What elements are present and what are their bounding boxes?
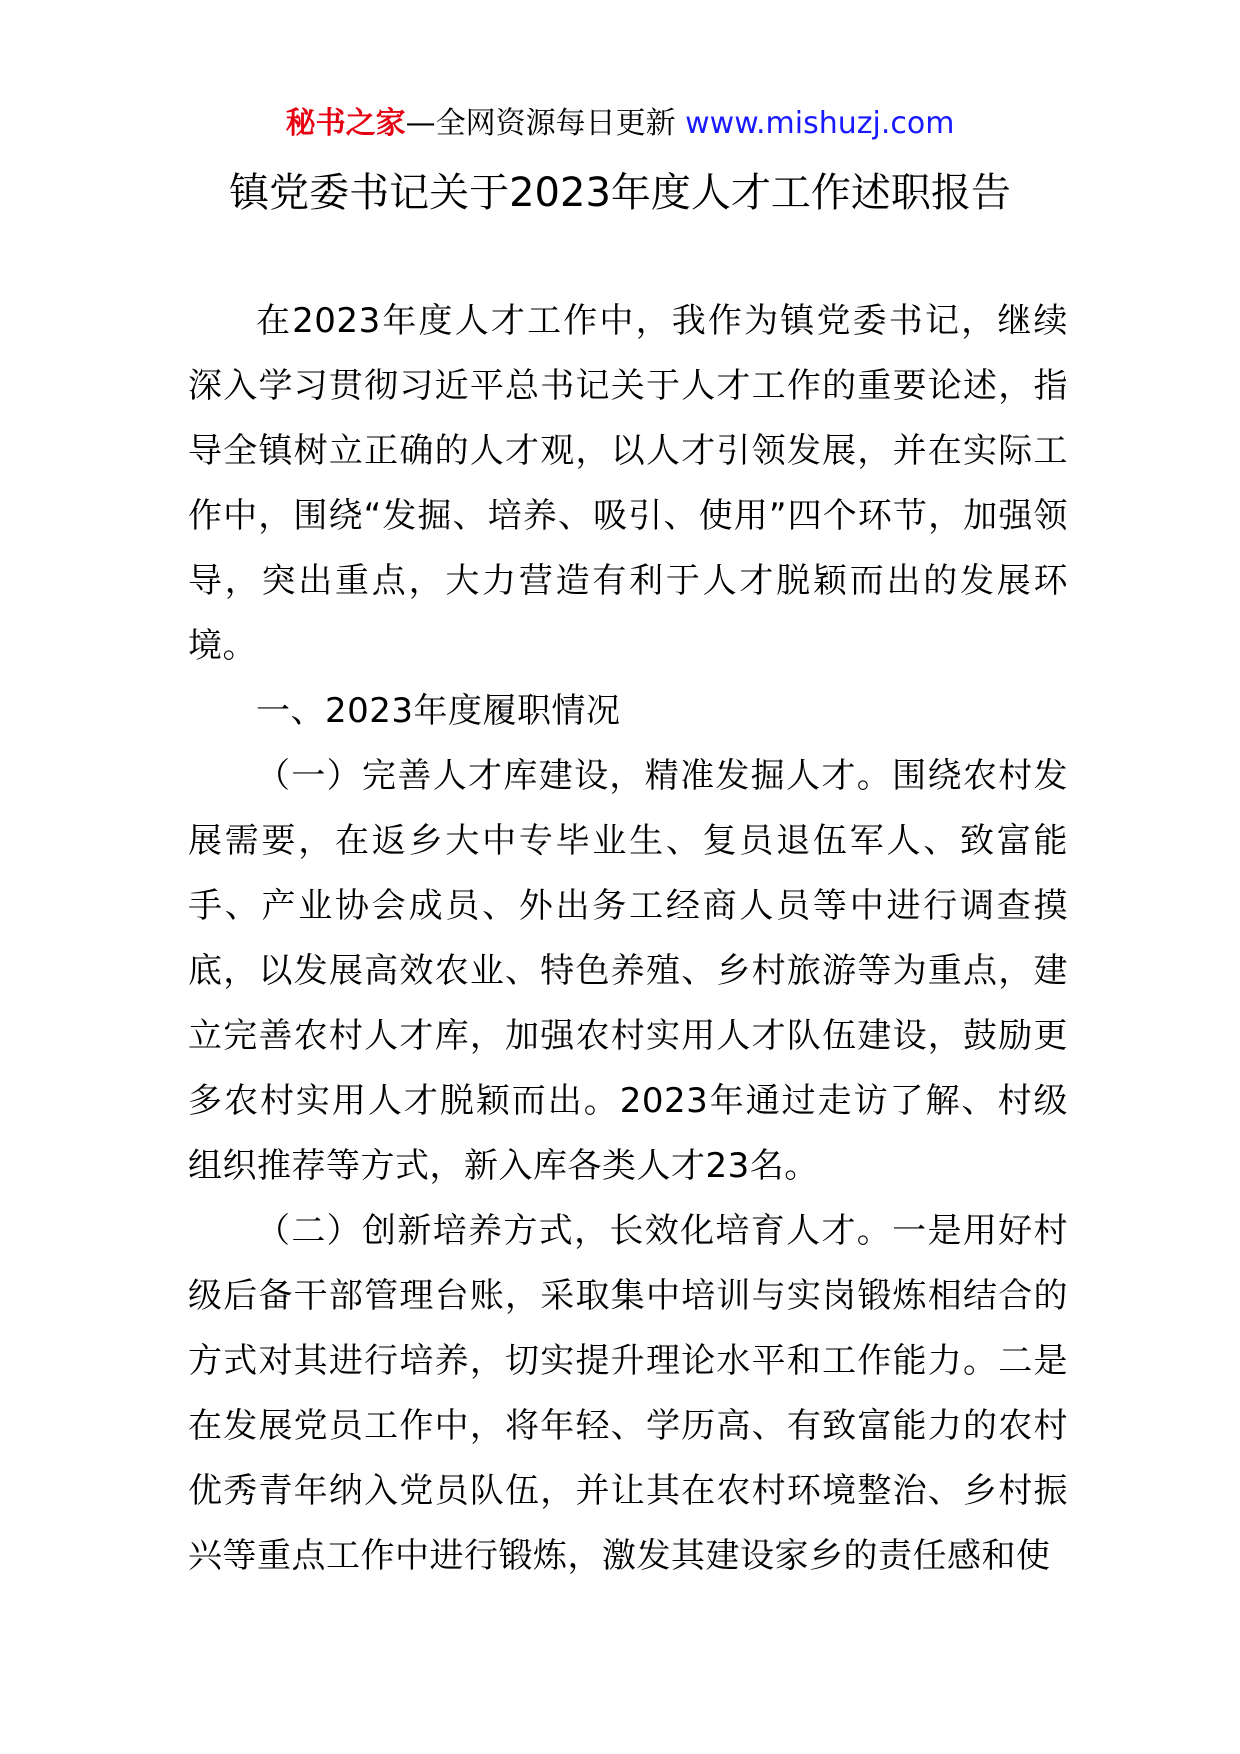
paragraph-intro: 在2023年度人才工作中，我作为镇党委书记，继续深入学习贯彻习近平总书记关于人才工作的重要论述，指导全镇树立正确的人才观，以人才引领发展，并在实际工作中，围绕“发掘、培养、吸引、使用”四个环节，加强领导，突出重点，大力营造有利于人才脱颖而出的发展环境。	[188, 301, 1068, 666]
header-tagline: —全网资源每日更新	[405, 106, 676, 141]
paragraph-talent-database: （一）完善人才库建设，精准发掘人才。围绕农村发展需要，在返乡大中专毕业生、复员退伍军人、致富能手、产业协会成员、外出务工经商人员等中进行调查摸底，以发展高效农业、特色养殖、乡村旅游等为重点，建立完善农村人才库，加强农村实用人才队伍建设，鼓励更多农村实用人才脱颖而出。2023年通过走访了解、村级组织推荐等方式，新入库各类人才23名。	[188, 756, 1068, 1186]
site-header	[0, 100, 1240, 148]
document-body	[188, 289, 1068, 1589]
brand-name: 秘书之家	[285, 106, 406, 141]
document-title: 镇党委书记关于2023年度人才工作述职报告	[229, 170, 1011, 216]
site-url[interactable]: www.mishuzj.com	[685, 106, 955, 141]
section-heading: 一、2023年度履职情况	[256, 691, 621, 731]
paragraph-talent-training: （二）创新培养方式，长效化培育人才。一是用好村级后备干部管理台账，采取集中培训与实岗锻炼相结合的方式对其进行培养，切实提升理论水平和工作能力。二是在发展党员工作中，将年轻、学历高、有致富能力的农村优秀青年纳入党员队伍，并让其在农村环境整治、乡村振兴等重点工作中进行锻炼，激发其建设家乡的责任感和使	[188, 1211, 1068, 1576]
